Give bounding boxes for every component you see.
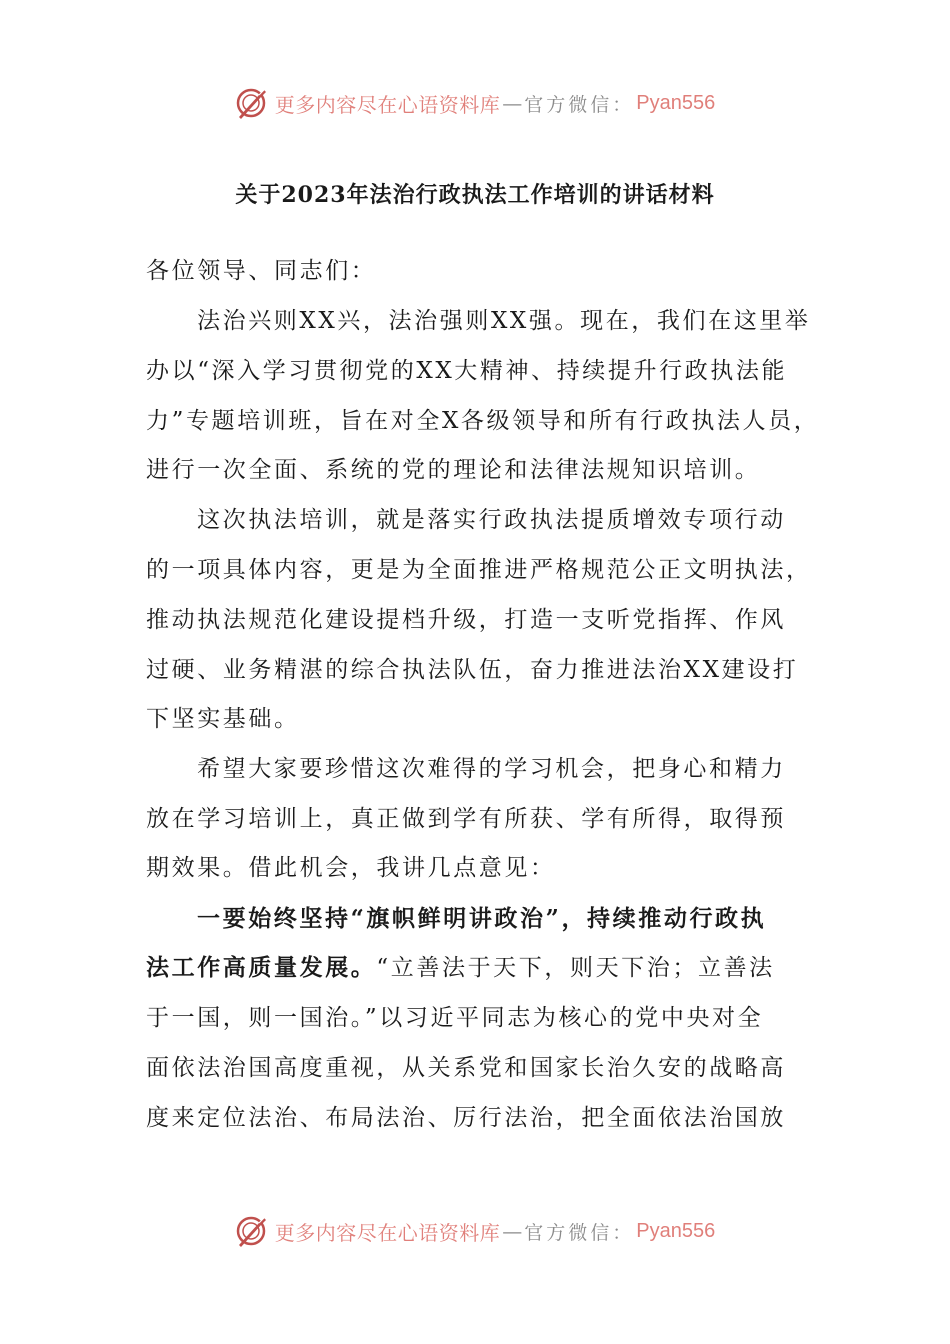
body-line-mixed [146, 953, 775, 983]
body-line: 度来定位法治、布局法治、厉行法治，把全面依法治国放 [146, 1105, 786, 1131]
body-line: 期效果。借此机会，我讲几点意见： [146, 855, 556, 881]
body-line: 办以“深入学习贯彻党的XX大精神、持续提升行政执法能 [146, 358, 788, 384]
pen-logo-icon [235, 1214, 269, 1248]
section-heading-end: 法工作高质量发展。 [146, 954, 377, 981]
body-line: 希望大家要珍惜这次难得的学习机会，把身心和精力 [197, 756, 786, 782]
site-name: 更多内容尽在心语资料库 [274, 92, 501, 117]
header-banner [0, 83, 950, 123]
body-line: 法治兴则XX兴，法治强则XX强。现在，我们在这里举 [197, 308, 811, 334]
pen-logo-icon [235, 86, 269, 120]
wechat-id: Pyan556 [636, 91, 716, 114]
body-line: 进行一次全面、系统的党的理论和法律法规知识培训。 [146, 457, 761, 483]
document-title: 关于2023年法治行政执法工作培训的讲话材料 [235, 182, 715, 208]
salutation: 各位领导、同志们： [146, 258, 377, 284]
section-heading-line: 一要始终坚持“旗帜鲜明讲政治”，持续推动行政执 [197, 905, 767, 932]
body-line: 力”专题培训班，旨在对全X各级领导和所有行政执法人员， [146, 408, 820, 434]
body-line: 下坚实基础。 [146, 706, 300, 732]
site-name: 更多内容尽在心语资料库 [274, 1220, 501, 1245]
body-line: 面依法治国高度重视，从关系党和国家长治久安的战略高 [146, 1055, 786, 1081]
wechat-id: Pyan556 [636, 1219, 716, 1242]
body-line: 的一项具体内容，更是为全面推进严格规范公正文明执法， [146, 557, 812, 583]
body-line: 推动执法规范化建设提档升级，打造一支听党指挥、作风 [146, 607, 786, 633]
body-line: 过硬、业务精湛的综合执法队伍，奋力推进法治XX建设打 [146, 657, 799, 683]
body-line: 于一国，则一国治。”以习近平同志为核心的党中央对全 [146, 1005, 764, 1031]
body-line: 这次执法培训，就是落实行政执法提质增效专项行动 [197, 507, 786, 533]
official-label: 官方微信： [524, 93, 635, 116]
banner-dash: — [502, 91, 523, 115]
official-label: 官方微信： [524, 1221, 635, 1244]
footer-banner [0, 1211, 950, 1251]
banner-dash: — [502, 1219, 523, 1243]
body-line: 放在学习培训上，真正做到学有所获、学有所得，取得预 [146, 806, 786, 832]
quote-text: “立善法于天下，则天下治；立善法 [376, 955, 775, 981]
